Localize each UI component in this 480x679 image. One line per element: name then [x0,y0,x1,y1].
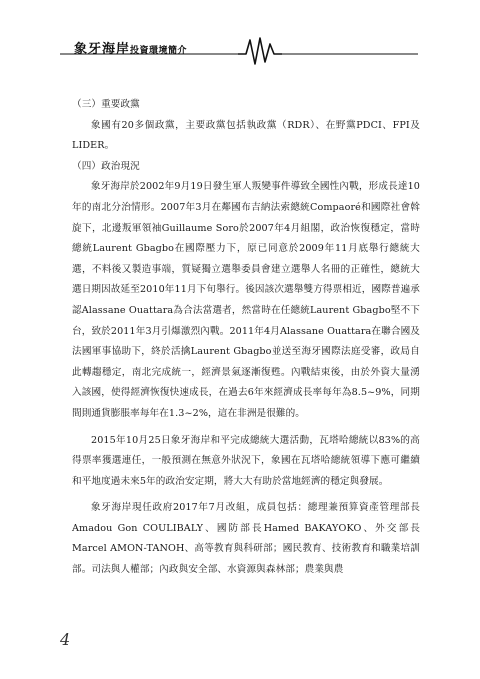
header-title-sub: 投資環境簡介 [130,46,188,56]
page-number: 4 [60,630,71,649]
paragraph-parties: 象國有20多個政黨，主要政黨包括執政黨（RDR）、在野黨PDCI、FPI及LIDER。 [72,119,420,152]
header-title [74,38,187,57]
section-heading-politics: （四）政治現況 [72,160,140,172]
page-content [62,95,420,581]
header-title-main: 象牙海岸 [74,42,131,57]
paragraph-politics-1: 象牙海岸於2002年9月19日發生軍人叛變事件導致全國性內戰，形成長達10年的南北分治情形。2007年3月在鄰國布吉納法索總統Compaoré和國際社會斡旋下，北邊叛軍領袖Guillaume Soro於2007年4月組閣，政治恢復穩定，當時總統Laurent Gbagbo在國際壓力下，原已同意於2009年11月底舉行總統大選，不料後又製造事端，質疑獨立選舉委員會建立選舉人名冊的正確性，總統大選日期因故延至2010年11月下旬舉行。後因該次選舉雙方得票相近，國際普遍承認Alassane Ouattara為合法當選者，然當時在任總統Laurent Gbagbo堅不下台，致於2011年3月引爆激烈內戰。2011年4月Alassane Ouattara在聯合國及法國軍事協助下，終於活擒Laurent Gbagbo並送至海牙國際法庭受審，政局自此轉趨穩定，南北完成統一，經濟景氣逐漸復甦。內戰結束後，由於外資大量湧入該國，使得經濟恢復快速成長，在過去6年來經濟成長率每年為8.5~9%，同期間則通貨膨脹率每年在1.3~2%，這在非洲是很難的。 [72,181,420,419]
paragraph-politics-2: 2015年10月25日象牙海岸和平完成總統大選活動，瓦塔哈總統以83%的高得票率獲選連任，一般預測在無意外狀況下，象國在瓦塔哈總統領導下應可繼續和平地度過未來5年的政治安定期，將大大有助於當地經濟的穩定與發展。 [72,434,420,487]
section-heading-parties: （三）重要政黨 [72,99,140,110]
page-header [0,0,480,72]
header-decoration [0,0,480,72]
heartbeat-line-icon [238,38,282,64]
paragraph-politics-3: 象牙海岸現任政府2017年7月改組，成員包括：總理兼預算資產管理部長Amadou Gon COULIBALY、國防部長Hamed BAKAYOKO、外交部長Marcel AMON-TANOH、高等教育與科研部；國民教育、技術教育和職業培訓部。司法與人權部；內政與安全部、水資源與森林部；農業與農 [72,502,420,576]
